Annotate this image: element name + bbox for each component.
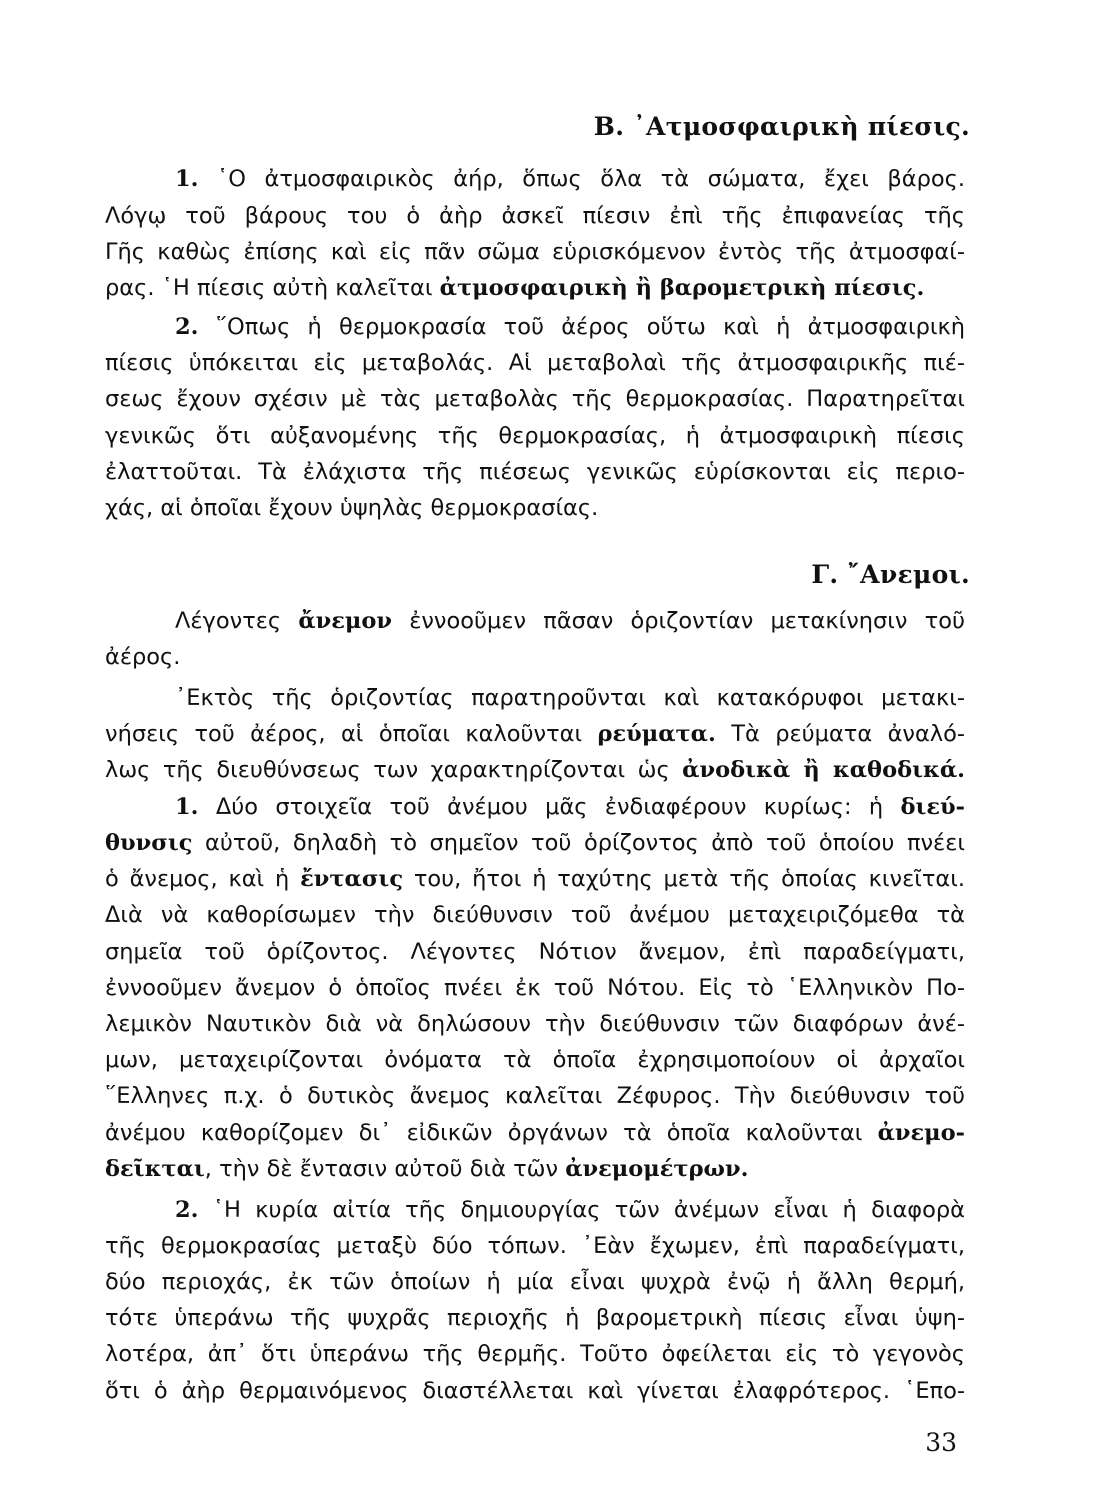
paragraph-line: 2. ῾Η κυρία αἰτία τῆς δημιουργίας τῶν ἀνέμων εἶναι ἡ διαφορὰ	[175, 1197, 965, 1223]
paragraph-line: σημεῖα τοῦ ὁρίζοντος. Λέγοντες Νότιον ἄνεμον, ἐπὶ παραδείγματι,	[105, 939, 965, 965]
paragraph-line: ὅτι ὁ ἀὴρ θερμαινόμενος διαστέλλεται καὶ γίνεται ἐλαφρότερος. ῾Επο-	[105, 1378, 965, 1404]
paragraph-line: θυνσις αὐτοῦ, δηλαδὴ τὸ σημεῖον τοῦ ὁρίζοντος ἀπὸ τοῦ ὁποίου πνέει	[105, 830, 965, 856]
bold-term: ἄνεμον	[298, 608, 393, 634]
paragraph-line: τότε ὑπεράνω τῆς ψυχρᾶς περιοχῆς ἡ βαρομετρικὴ πίεσις εἶναι ὑψη-	[105, 1305, 965, 1331]
paragraph-line: λως τῆς διευθύνσεως των χαρακτηρίζονται ὡς ἀνοδικὰ ἢ καθοδικά.	[105, 757, 965, 783]
paragraph-number: 2.	[175, 1197, 199, 1223]
bold-term: ἀνεμομέτρων.	[565, 1156, 749, 1182]
book-page	[105, 0, 970, 1500]
paragraph-line: ρας. ῾Η πίεσις αὐτὴ καλεῖται ἀτμοσφαιρικὴ ἢ βαρομετρικὴ πίεσις.	[105, 275, 925, 301]
paragraph-line: 2. ῞Οπως ἡ θερμοκρασία τοῦ ἀέρος οὕτω καὶ ἡ ἀτμοσφαιρικὴ	[175, 314, 965, 340]
paragraph-line: Διὰ νὰ καθορίσωμεν τὴν διεύθυνσιν τοῦ ἀνέμου μεταχειριζόμεθα τὰ	[105, 902, 965, 928]
paragraph-number: 2.	[175, 314, 199, 340]
paragraph-line: 1. Δύο στοιχεῖα τοῦ ἀνέμου μᾶς ἐνδιαφέρουν κυρίως: ἡ διεύ-	[175, 794, 965, 820]
paragraph-line: λεμικὸν Ναυτικὸν διὰ νὰ δηλώσουν τὴν διεύθυνσιν τῶν διαφόρων ἀνέ-	[105, 1011, 965, 1037]
section-heading-atmospheric-pressure: Β. ᾿Ατμοσφαιρικὴ πίεσις.	[593, 112, 970, 141]
section-heading-winds: Γ. ῎Ανεμοι.	[811, 560, 970, 589]
paragraph-line: πίεσις ὑπόκειται εἰς μεταβολάς. Αἱ μεταβολαὶ τῆς ἀτμοσφαιρικῆς πιέ-	[105, 350, 965, 376]
paragraph-line: 1. ῾Ο ἀτμοσφαιρικὸς ἀήρ, ὅπως ὅλα τὰ σώματα, ἔχει βάρος.	[175, 166, 965, 192]
paragraph-line: γενικῶς ὅτι αὐξανομένης τῆς θερμοκρασίας, ἡ ἀτμοσφαιρικὴ πίεσις	[105, 423, 965, 449]
bold-term: ἀνεμο-	[877, 1120, 965, 1146]
paragraph-line: δεῖκται, τὴν δὲ ἔντασιν αὐτοῦ διὰ τῶν ἀνεμομέτρων.	[105, 1156, 749, 1182]
page-number: 33	[925, 1428, 957, 1457]
paragraph-line: τῆς θερμοκρασίας μεταξὺ δύο τόπων. ᾿Εὰν ἔχωμεν, ἐπὶ παραδείγματι,	[105, 1233, 965, 1259]
paragraph-line: χάς, αἱ ὁποῖαι ἔχουν ὑψηλὰς θερμοκρασίας.	[105, 495, 599, 521]
bold-term: ἔντασις	[300, 866, 404, 892]
paragraph-number: 1.	[175, 794, 199, 820]
paragraph-line: ῞Ελληνες π.χ. ὁ δυτικὸς ἄνεμος καλεῖται Ζέφυρος. Τὴν διεύθυνσιν τοῦ	[105, 1083, 965, 1109]
paragraph-line: ἐλαττοῦται. Τὰ ἐλάχιστα τῆς πιέσεως γενικῶς εὑρίσκονται εἰς περιο-	[105, 459, 965, 485]
paragraph-line: ἀνέμου καθορίζομεν δι᾿ εἰδικῶν ὀργάνων τὰ ὁποῖα καλοῦνται ἀνεμο-	[105, 1120, 965, 1146]
paragraph-line: ὁ ἄνεμος, καὶ ἡ ἔντασις του, ἤτοι ἡ ταχύτης μετὰ τῆς ὁποίας κινεῖται.	[105, 866, 966, 892]
paragraph-line: δύο περιοχάς, ἐκ τῶν ὁποίων ἡ μία εἶναι ψυχρὰ ἐνῷ ἡ ἄλλη θερμή,	[105, 1269, 965, 1295]
paragraph-line: νήσεις τοῦ ἀέρος, αἱ ὁποῖαι καλοῦνται ρεύματα. Τὰ ρεύματα ἀναλό-	[105, 721, 966, 747]
paragraph-line: ᾿Εκτὸς τῆς ὁριζοντίας παρατηροῦνται καὶ κατακόρυφοι μετακι-	[175, 685, 965, 711]
bold-term: διεύ-	[900, 794, 965, 820]
paragraph-line: Λέγοντες ἄνεμον ἐννοοῦμεν πᾶσαν ὁριζοντίαν μετακίνησιν τοῦ	[175, 608, 965, 634]
bold-term: θυνσις	[105, 830, 193, 856]
bold-term: ρεύματα.	[597, 721, 716, 747]
paragraph-line: Λόγῳ τοῦ βάρους του ὁ ἀὴρ ἀσκεῖ πίεσιν ἐπὶ τῆς ἐπιφανείας τῆς	[105, 203, 965, 229]
bold-term: δεῖκται	[105, 1156, 205, 1182]
paragraph-line: Γῆς καθὼς ἐπίσης καὶ εἰς πᾶν σῶμα εὑρισκόμενον ἐντὸς τῆς ἀτμοσφαί-	[105, 239, 965, 265]
paragraph-line: σεως ἔχουν σχέσιν μὲ τὰς μεταβολὰς τῆς θερμοκρασίας. Παρατηρεῖται	[105, 386, 965, 412]
paragraph-line: λοτέρα, ἀπ᾿ ὅτι ὑπεράνω τῆς θερμῆς. Τοῦτο ὀφείλεται εἰς τὸ γεγονὸς	[105, 1341, 965, 1367]
paragraph-line: ἀέρος.	[105, 644, 181, 670]
paragraph-number: 1.	[175, 166, 199, 192]
bold-term: ἀτμοσφαιρικὴ ἢ βαρομετρικὴ πίεσις.	[439, 275, 925, 301]
paragraph-line: ἐννοοῦμεν ἄνεμον ὁ ὁποῖος πνέει ἐκ τοῦ Νότου. Εἰς τὸ ῾Ελληνικὸν Πο-	[105, 975, 965, 1001]
bold-term: ἀνοδικὰ ἢ καθοδικά.	[682, 757, 965, 783]
paragraph-line: μων, μεταχειρίζονται ὀνόματα τὰ ὁποῖα ἐχρησιμοποίουν οἱ ἀρχαῖοι	[105, 1047, 965, 1073]
